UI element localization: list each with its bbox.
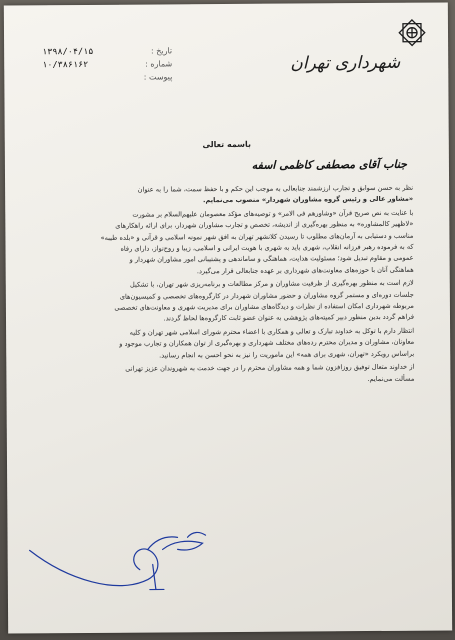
number-label: شماره :: [145, 59, 173, 69]
body-line: انتظار دارم با توکل به خداوند تبارک و تعالی و همکاری با اعضاء محترم شورای اسلامی شهر تهران و کلیه: [129, 326, 415, 337]
body-line: لازم است به منظور بهره‌گیری از ظرفیت مشاوران و مرکز مطالعات و برنامه‌ریزی شهر تهران، با تشکیل: [129, 278, 414, 289]
attachment-label: پیوست :: [143, 72, 173, 82]
paragraph: [40, 362, 414, 387]
body-line: جلسات دوره‌ای و مستمر گروه مشاوران و حضور مشاوران شهردار در کارگروه‌های تخصصی و کمیسیون‌های: [119, 290, 414, 301]
body-line: فراهم گردد بدین منظور دبیر کمیته‌های پژوهشی به عنوان عضو ثابت کارگروه‌ها لحاظ گردند.: [163, 313, 415, 323]
paragraph: [40, 278, 414, 326]
body-line: عمومی و مقاوم تبدیل شود؛ مسئولیت هدایت، هماهنگی و ساماندهی و پشتیبانی امور مشاوران شهردار و: [129, 254, 414, 265]
body-line: «لاظهیر کالمشاوره» به منظور بهره‌گیری از اندیشه، تخصص و تجارب مشاوران شهردار، برای ارائه راهکارهای: [115, 219, 414, 231]
body-line: با عنایت به نص صریح قرآن «وشاورهم فی الامر» و توصیه‌های مؤکد معصومان علیهم‌السلام بر مشورت: [132, 208, 414, 219]
date-label: تاریخ :: [150, 46, 173, 56]
invocation: باسمه تعالی: [202, 139, 252, 150]
body-line: مناسب و دستیابی به آرمان‌های مطلوب تا رسیدن کلانشهر تهران به افق شهر نمونه اسلامی و قرآنی و «بلده طیبه»: [100, 231, 414, 242]
letter-metadata: [42, 44, 172, 84]
date-row: [42, 44, 172, 58]
body-line: نظر به حسن سوابق و تجارب ارزشمند جنابعالی به موجب این حکم و با حفظ سمت، شما را به عنوان: [137, 183, 414, 194]
attachment-row: [42, 70, 172, 84]
handwritten-signature: [27, 509, 228, 600]
letter-page: [4, 2, 452, 633]
date-value: ۱۳۹۸/۰۴/۱۵: [42, 46, 94, 57]
body-line: که به فرموده رهبر فرزانه انقلاب، شهری باید به شهری با هویت ایرانی و اسلامی، زیبا و روح‌نواز، دارای رفاه: [120, 242, 414, 253]
body-line: هماهنگی آنان با حوزه‌های معاونت‌های شهرداری بر عهده جنابعالی قرار می‌گیرد.: [196, 265, 414, 276]
number-value: ۱۰/۳۸۶۱۶۲: [42, 59, 89, 70]
paragraph: [39, 208, 413, 279]
body-line: «مشاور عالی و رئیس گروه مشاوران شهردار» منصوب می‌نمایم.: [202, 195, 414, 205]
paragraph: [40, 326, 414, 363]
letter-body: [39, 183, 414, 390]
paragraph: [39, 183, 413, 208]
number-row: [42, 57, 172, 71]
body-line: معاونان، مشاوران و مدیران محترم رده‌های مختلف شهرداری و بهره‌گیری از توان همکاران و تجارب موجود و: [119, 337, 415, 349]
tehran-municipality-logo: [396, 17, 428, 49]
body-line: مربوطه شهرداری امکان استفاده از نظرات و دیدگاه‌های مشاوران برای مدیریت شهری و معاونت‌های تخصصی: [114, 301, 414, 312]
organization-name: شهرداری تهران: [290, 52, 401, 74]
body-line: براساس رویکرد «تهران، شهری برای همه» این ماموریت را نیز به نحو احسن به انجام رسانید.: [159, 349, 415, 360]
body-line: مسألت می‌نمایم.: [367, 374, 415, 383]
body-line: از خداوند متعال توفیق روزافزون شما و همه مشاوران محترم را در جهت خدمت به شهروندان عزیز تهرانی: [125, 362, 415, 373]
recipient: جناب آقای مصطفی کاظمی اسفه: [251, 157, 407, 172]
